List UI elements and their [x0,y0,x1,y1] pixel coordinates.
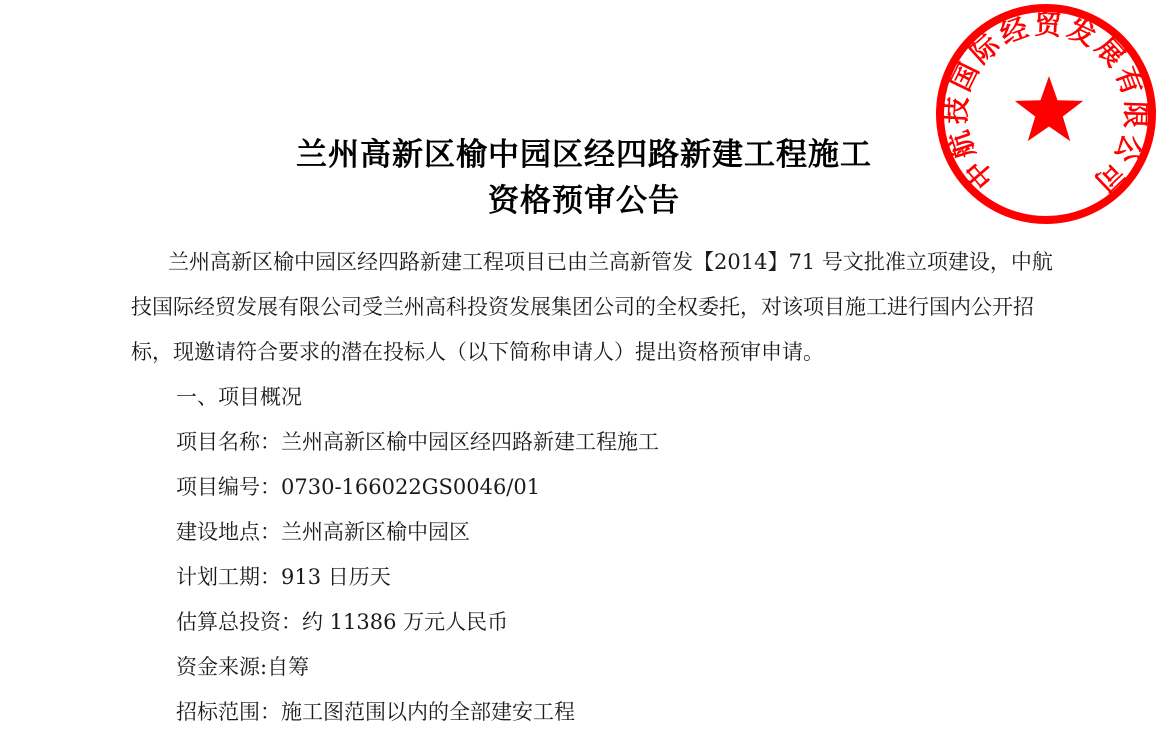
document-title [131,132,1037,224]
field-planned-duration: 计划工期：913 日历天 [176,565,391,589]
intro-line-1: 兰州高新区榆中园区经四路新建工程项目已由兰高新管发【2014】71 号文批准立项建设，中航 [168,250,1053,274]
intro-line-3: 标，现邀请符合要求的潜在投标人（以下简称申请人）提出资格预审申请。 [131,340,824,364]
field-project-name: 项目名称：兰州高新区榆中园区经四路新建工程施工 [176,430,659,454]
section-heading-project-overview: 一、项目概况 [176,385,302,409]
document-body [131,240,1053,733]
title-line-2: 资格预审公告 [488,183,680,219]
field-funding-source: 资金来源:自筹 [176,655,310,679]
title-line-1: 兰州高新区榆中园区经四路新建工程施工 [296,137,872,173]
field-estimated-investment: 估算总投资：约 11386 万元人民币 [176,610,509,634]
field-bidding-scope: 招标范围：施工图范围以内的全部建安工程 [176,700,575,724]
intro-line-2: 技国际经贸发展有限公司受兰州高科投资发展集团公司的全权委托，对该项目施工进行国内公开招 [131,295,1034,319]
field-project-number: 项目编号：0730-166022GS0046/01 [176,475,541,499]
field-construction-location: 建设地点：兰州高新区榆中园区 [176,520,470,544]
seal-company-name: 中航技国际经贸发展有限公司 [941,9,1151,200]
